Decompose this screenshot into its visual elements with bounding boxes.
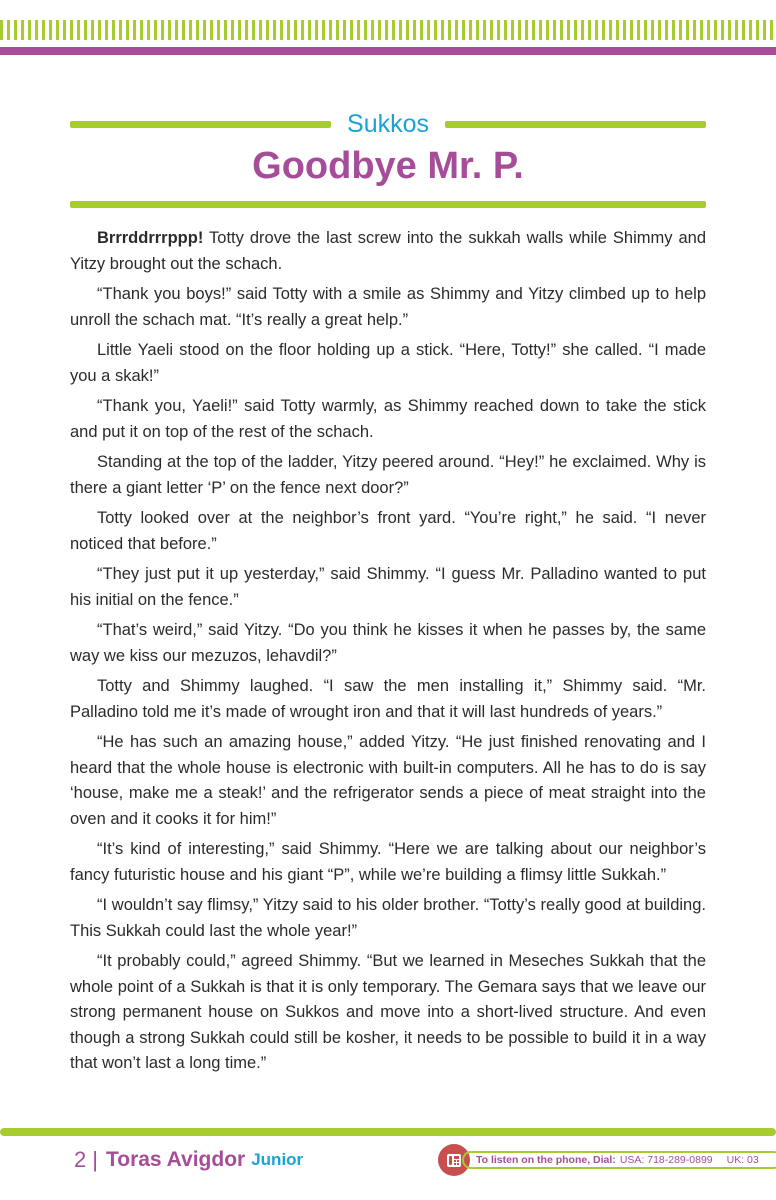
- brand-sub: Junior: [251, 1150, 304, 1169]
- story-paragraph: [70, 618, 706, 669]
- paragraph-text: “Thank you boys!” said Totty with a smile as Shimmy and Yitzy climbed up to help unroll the schach mat. “It’s really a great help.”: [70, 285, 706, 329]
- footer-rule: [0, 1128, 776, 1136]
- story-paragraph: [70, 338, 706, 389]
- paragraph-text: “It’s kind of interesting,” said Shimmy. “Here we are talking about our neighbor’s fancy futuristic house and his giant “P”, while we’re building a flimsy little Sukkah.”: [70, 840, 706, 884]
- paragraph-text: Totty and Shimmy laughed. “I saw the men installing it,” Shimmy said. “Mr. Palladino told me it’s made of wrought iron and that it will last hundreds of years.”: [70, 677, 706, 721]
- top-purple-rule: [0, 47, 776, 55]
- paragraph-text: “He has such an amazing house,” added Yitzy. “He just finished renovating and I heard that the whole house is electronic with built-in computers. All he has to do is say ‘house, make me a steak!’ and the refrigerator sends a piece of meat straight into the oven and it cooks it for him!”: [70, 733, 706, 828]
- paragraph-text: Totty looked over at the neighbor’s front yard. “You’re right,” he said. “I never noticed that before.”: [70, 509, 706, 553]
- paragraph-text: Little Yaeli stood on the floor holding up a stick. “Here, Totty!” she called. “I made you a skak!”: [70, 341, 706, 385]
- section-label: Sukkos: [347, 110, 429, 138]
- paragraph-text: “It probably could,” agreed Shimmy. “But we learned in Meseches Sukkah that the whole point of a Sukkah is that it is only temporary. The Gemara says that we leave our strong permanent house on Sukkos and move into a short-lived structure. And even though a strong Sukkah could still be kosher, it needs to be possible to build it in a way that won’t last a long time.”: [70, 952, 706, 1072]
- page-title: Goodbye Mr. P.: [252, 145, 524, 187]
- page-number: 2: [74, 1147, 87, 1172]
- brand-name: Toras Avigdor: [105, 1148, 246, 1171]
- section-bar-left: [70, 121, 331, 128]
- section-header: [70, 108, 706, 140]
- story-paragraph: [70, 949, 706, 1077]
- story-paragraph: [70, 674, 706, 725]
- story-paragraph: [70, 730, 706, 832]
- phone-info-bar: [462, 1151, 776, 1169]
- paragraph-text: “Thank you, Yaeli!” said Totty warmly, as Shimmy reached down to take the stick and put it on top of the rest of the schach.: [70, 397, 706, 441]
- paragraph-lead: Brrrddrrrppp!: [97, 229, 204, 247]
- story-paragraph: [70, 394, 706, 445]
- story-paragraph: [70, 837, 706, 888]
- top-stripe-decoration: [0, 20, 776, 40]
- story-paragraph: [70, 893, 706, 944]
- phone-label: To listen on the phone, Dial:: [476, 1154, 616, 1166]
- paragraph-text: “They just put it up yesterday,” said Shimmy. “I guess Mr. Palladino wanted to put his initial on the fence.”: [70, 565, 706, 609]
- story-paragraph: [70, 450, 706, 501]
- paragraph-text: Totty drove the last screw into the sukkah walls while Shimmy and Yitzy brought out the schach.: [70, 229, 706, 273]
- story-paragraph: [70, 226, 706, 277]
- story-paragraph: [70, 562, 706, 613]
- story-body: [70, 226, 706, 1082]
- story-paragraph: [70, 282, 706, 333]
- footer-separator: |: [92, 1147, 98, 1172]
- phone-uk: UK: 03: [726, 1154, 759, 1166]
- paragraph-text: “That’s weird,” said Yitzy. “Do you think he kisses it when he passes by, the same way we kiss our mezuzos, lehavdil?”: [70, 621, 706, 665]
- title-underline: [70, 201, 706, 208]
- phone-usa: USA: 718-289-0899: [619, 1154, 713, 1166]
- story-paragraph: [70, 506, 706, 557]
- paragraph-text: Standing at the top of the ladder, Yitzy peered around. “Hey!” he exclaimed. Why is there a giant letter ‘P’ on the fence next door?”: [70, 453, 706, 497]
- paragraph-text: “I wouldn’t say flimsy,” Yitzy said to his older brother. “Totty’s really good at building. This Sukkah could last the whole year!”: [70, 896, 706, 940]
- section-bar-right: [445, 121, 706, 128]
- footer-branding: [74, 1146, 303, 1174]
